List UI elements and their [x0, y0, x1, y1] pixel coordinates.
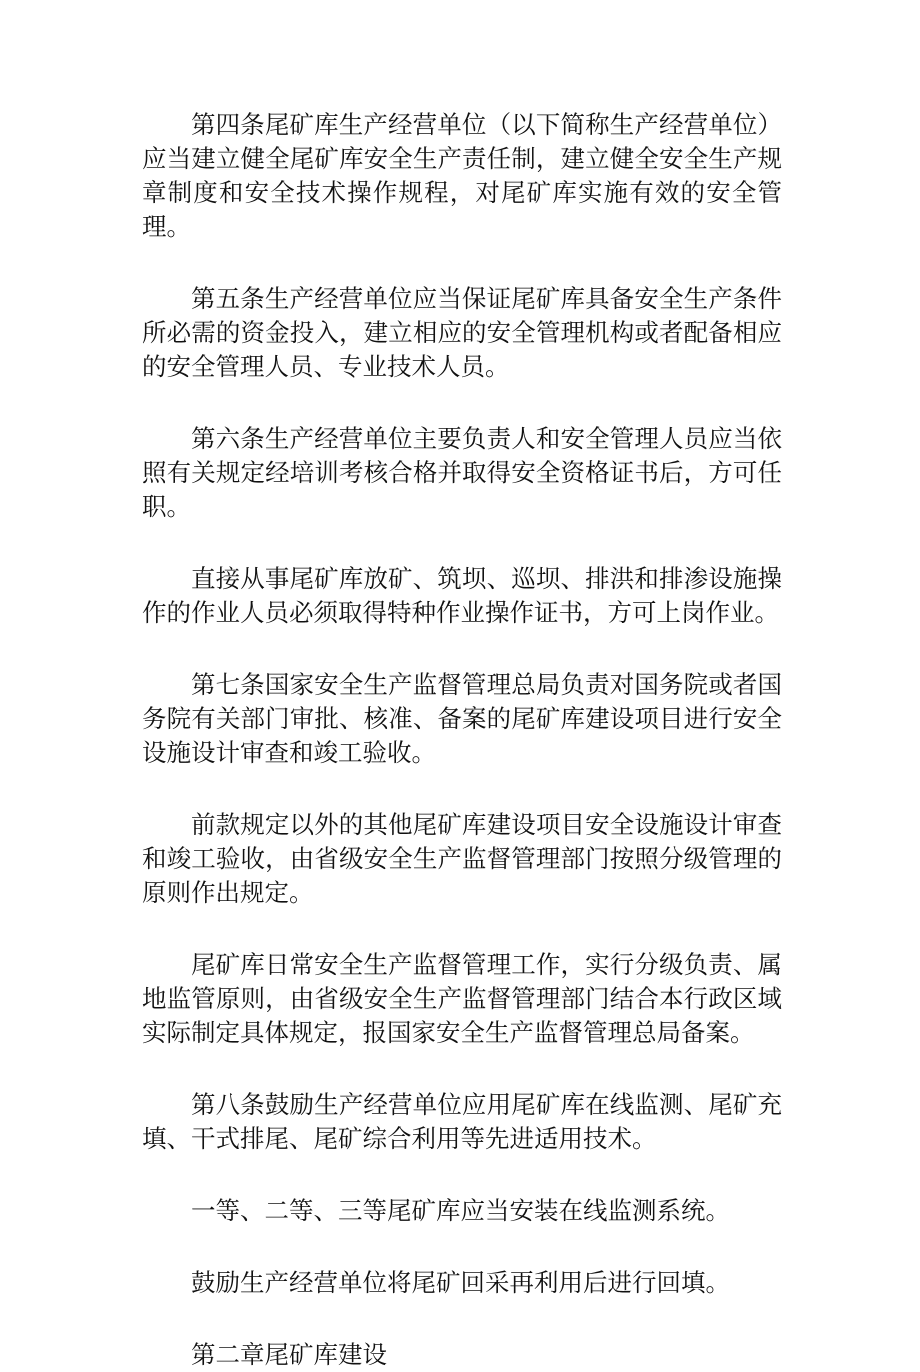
chapter-heading: 第二章尾矿库建设	[191, 1340, 387, 1369]
paragraph-backfill: 鼓励生产经营单位将尾矿回采再利用后进行回填。	[191, 1268, 730, 1297]
paragraph-provincial-review: 前款规定以外的其他尾矿库建设项目安全设施设计审查和竣工验收，由省级安全生产监督管理部门按照分级管理的原则作出规定。	[142, 810, 782, 907]
paragraph-daily-supervision: 尾矿库日常安全生产监督管理工作，实行分级负责、属地监管原则，由省级安全生产监督管理部门结合本行政区域实际制定具体规定，报国家安全生产监督管理总局备案。	[142, 950, 782, 1047]
paragraph-article-7: 第七条国家安全生产监督管理总局负责对国务院或者国务院有关部门审批、核准、备案的尾矿库建设项目进行安全设施设计审查和竣工验收。	[142, 670, 782, 767]
paragraph-online-monitoring: 一等、二等、三等尾矿库应当安装在线监测系统。	[191, 1196, 730, 1225]
document-body	[142, 108, 782, 1372]
paragraph-article-6: 第六条生产经营单位主要负责人和安全管理人员应当依照有关规定经培训考核合格并取得安全资格证书后，方可任职。	[142, 424, 782, 521]
paragraph-article-4: 第四条尾矿库生产经营单位（以下简称生产经营单位）应当建立健全尾矿库安全生产责任制，建立健全安全生产规章制度和安全技术操作规程，对尾矿库实施有效的安全管理。	[142, 110, 782, 241]
paragraph-operators-certificate: 直接从事尾矿库放矿、筑坝、巡坝、排洪和排渗设施操作的作业人员必须取得特种作业操作证书，方可上岗作业。	[142, 564, 782, 627]
paragraph-article-8: 第八条鼓励生产经营单位应用尾矿库在线监测、尾矿充填、干式排尾、尾矿综合利用等先进适用技术。	[142, 1090, 782, 1153]
paragraph-article-5: 第五条生产经营单位应当保证尾矿库具备安全生产条件所必需的资金投入，建立相应的安全管理机构或者配备相应的安全管理人员、专业技术人员。	[142, 284, 782, 381]
